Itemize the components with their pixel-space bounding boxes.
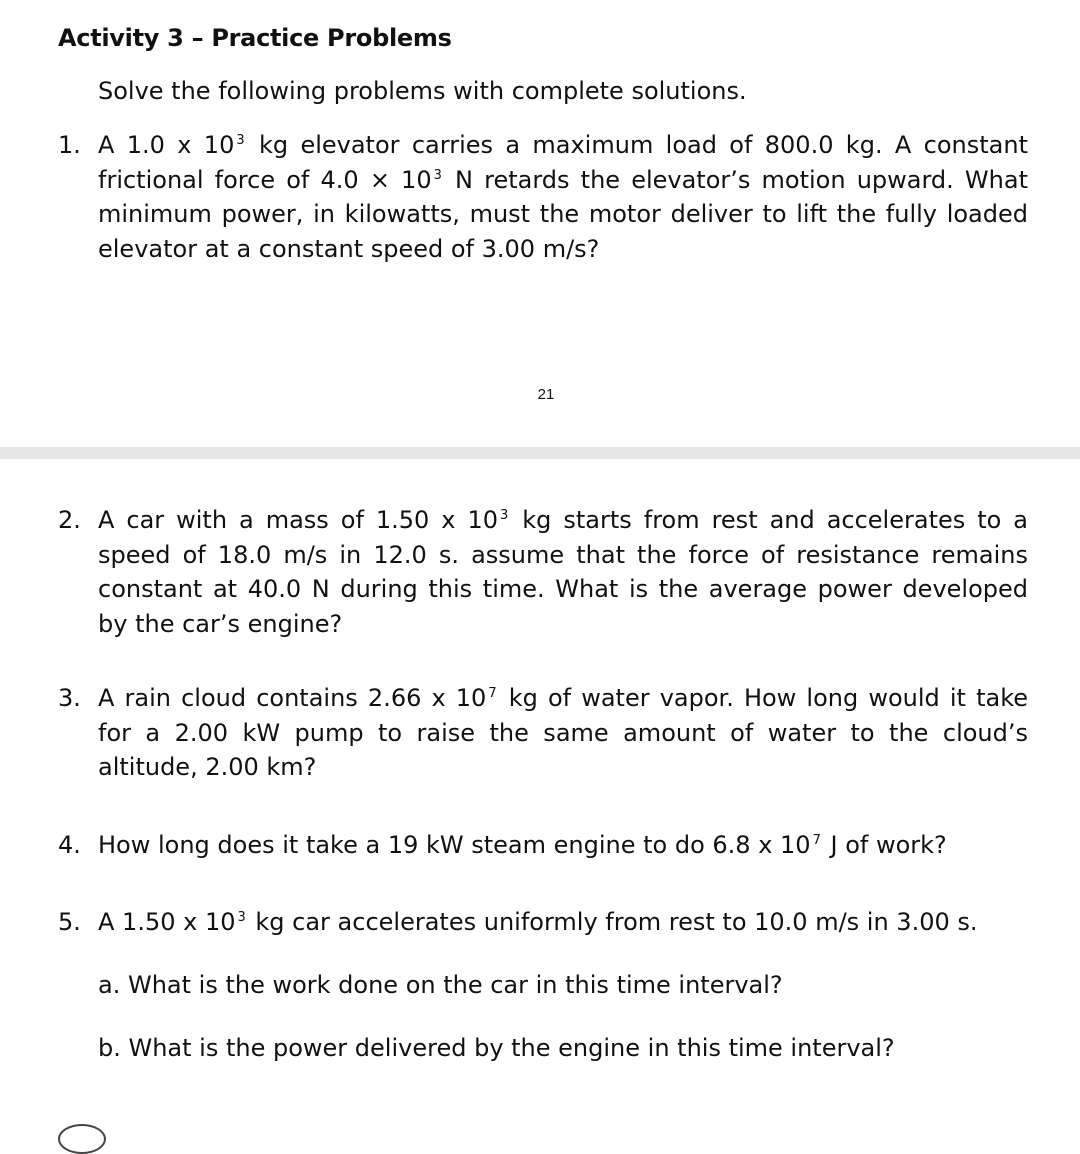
page-number: 21	[537, 386, 555, 403]
decorative-arc-icon	[58, 1124, 106, 1154]
problem-3	[58, 681, 1028, 785]
problem-text: A rain cloud contains 2.66 x 10 $^7$ kg of water vapor. How long would it take for a 2.00 kW pump to raise the same amount of water to the cloud’s altitude, 2.00 km?	[98, 684, 1028, 781]
problem-5-subitem-a: a. What is the work done on the car in this time interval?	[98, 971, 783, 999]
problem-1	[58, 128, 1028, 266]
activity-title: Activity 3 – Practice Problems	[58, 24, 452, 52]
problem-number: 1.	[58, 131, 81, 159]
problem-number: 3.	[58, 684, 81, 712]
problem-2	[58, 503, 1028, 641]
document-page-bottom	[0, 459, 1080, 1132]
activity-instructions: Solve the following problems with complete solutions.	[98, 77, 747, 105]
problem-text: How long does it take a 19 kW steam engine to do 6.8 x 10 $^7$ J of work?	[98, 831, 947, 859]
document-page-top	[0, 0, 1080, 447]
problem-5	[58, 905, 1028, 940]
problem-text: A 1.0 x 10 $^3$ kg elevator carries a maximum load of 800.0 kg. A constant frictional force of 4.0 × 10 $^3$ N retards the elevator’s motion upward. What minimum power, in kilowatts, must the motor deliver to lift the fully loaded elevator at a constant speed of 3.00 m/s?	[98, 131, 1028, 263]
problem-number: 2.	[58, 506, 81, 534]
page-separator	[0, 447, 1080, 459]
problem-4	[58, 828, 1028, 863]
problem-5-subitem-b: b. What is the power delivered by the engine in this time interval?	[98, 1034, 895, 1062]
problem-number: 5.	[58, 908, 81, 936]
problem-text: A 1.50 x 10 $^3$ kg car accelerates uniformly from rest to 10.0 m/s in 3.00 s.	[98, 908, 978, 936]
problem-text: A car with a mass of 1.50 x 10 $^3$ kg starts from rest and accelerates to a speed of 18.0 m/s in 12.0 s. assume that the force of resistance remains constant at 40.0 N during this time. What is the average power developed by the car’s engine?	[98, 506, 1028, 638]
problem-number: 4.	[58, 831, 81, 859]
